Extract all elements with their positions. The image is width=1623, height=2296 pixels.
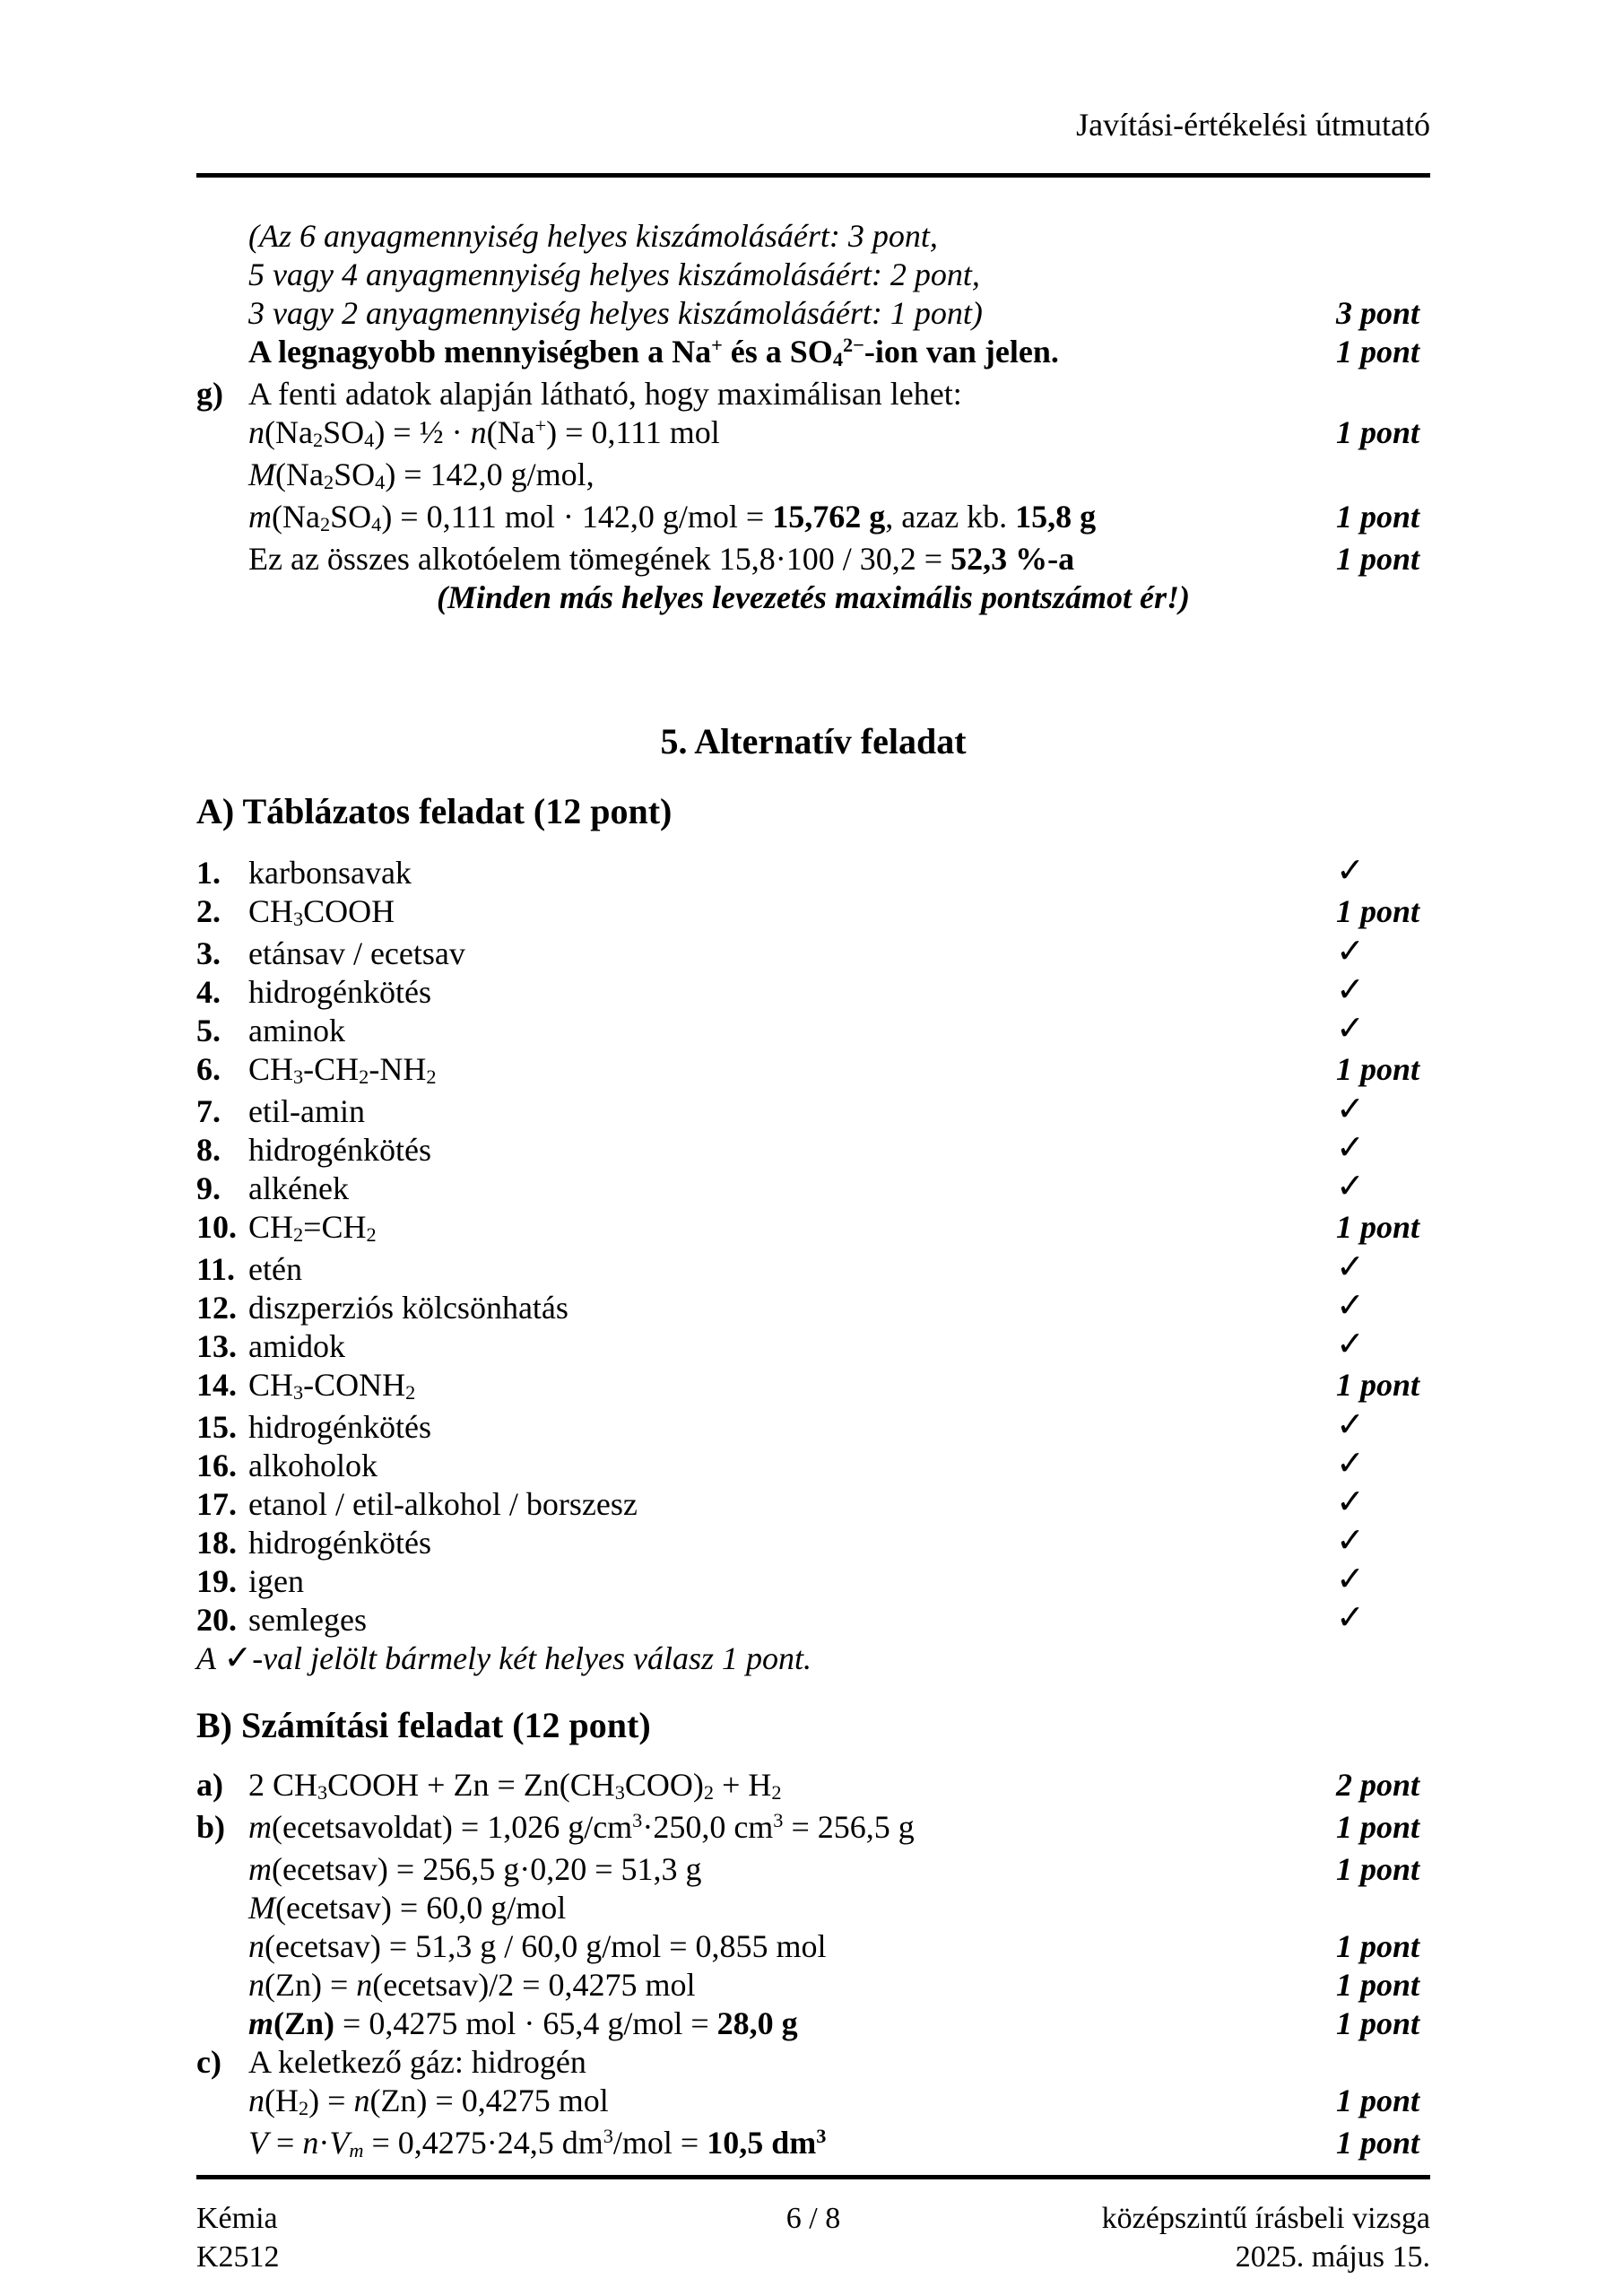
document-line bbox=[196, 375, 1430, 413]
line-content bbox=[248, 1170, 1430, 1208]
line-content bbox=[248, 973, 1430, 1012]
document-line bbox=[196, 1208, 1430, 1250]
line-content bbox=[248, 1050, 1430, 1092]
text-segment: (H bbox=[265, 2083, 299, 2118]
text-segment: /mol = bbox=[612, 2125, 707, 2161]
subscript-text: 2 bbox=[299, 2097, 309, 2120]
line-content bbox=[196, 1639, 1430, 1678]
line-content bbox=[248, 1966, 1430, 2005]
footer-subject: Kémia bbox=[196, 2202, 278, 2235]
text-segment: hidrogénkötés bbox=[248, 974, 431, 1010]
text-segment: n bbox=[248, 2083, 265, 2118]
text-segment: = 0,4275·24,5 dm bbox=[363, 2125, 603, 2161]
text-segment: = 0,4275 mol · 65,4 g/mol = bbox=[334, 2005, 717, 2041]
text-segment: A bbox=[196, 1640, 224, 1676]
checkmark-icon: ✓ bbox=[1336, 1326, 1365, 1363]
document-line bbox=[196, 540, 1430, 578]
text-segment: = bbox=[268, 2125, 303, 2161]
text-segment: M bbox=[248, 457, 275, 492]
section-g bbox=[196, 217, 1430, 617]
subscript-text: 2 bbox=[405, 1381, 416, 1405]
line-content bbox=[248, 413, 1430, 456]
points-label: 1 pont bbox=[1336, 334, 1420, 370]
superscript-text: 3 bbox=[603, 2124, 613, 2147]
text-segment: (Zn) = 0,4275 mol bbox=[369, 2083, 609, 2118]
text-segment: + H bbox=[714, 1767, 772, 1803]
line-content bbox=[248, 1447, 1430, 1485]
text-segment: ) = 0,111 mol · 142,0 g/mol = bbox=[381, 499, 773, 535]
line-content bbox=[248, 1889, 1430, 1927]
text-segment: (Minden más helyes levezetés maximális pontszámot ér!) bbox=[437, 579, 1190, 615]
superscript-text: 2− bbox=[842, 333, 864, 356]
superscript-text: + bbox=[534, 413, 547, 437]
text-segment: etén bbox=[248, 1251, 302, 1287]
document-line bbox=[196, 1408, 1430, 1447]
subscript-text: 2 bbox=[771, 1781, 782, 1805]
checkmark-icon: ✓ bbox=[1336, 1522, 1365, 1560]
text-segment: A keletkező gáz: hidrogén bbox=[248, 2044, 586, 2080]
text-segment: amidok bbox=[248, 1328, 345, 1364]
line-content bbox=[248, 1131, 1430, 1170]
document-line bbox=[196, 1092, 1430, 1131]
item-marker: 19. bbox=[196, 1563, 237, 1599]
points-label: 1 pont bbox=[1336, 541, 1420, 577]
text-segment: ) = 0,111 mol bbox=[546, 414, 720, 450]
line-content bbox=[248, 1808, 1430, 1850]
line-content bbox=[248, 217, 1430, 256]
footer-exam-type: középszintű írásbeli vizsga bbox=[1101, 2202, 1430, 2235]
line-content bbox=[248, 1012, 1430, 1050]
line-content bbox=[248, 1250, 1430, 1289]
text-segment: n bbox=[248, 1928, 265, 1964]
page-footer bbox=[196, 2199, 1430, 2276]
item-marker: 6. bbox=[196, 1051, 221, 1087]
part-a-answer-list bbox=[196, 854, 1430, 1639]
document-line bbox=[196, 1927, 1430, 1966]
text-segment: n bbox=[248, 414, 265, 450]
document-line bbox=[196, 1966, 1430, 2005]
subscript-text: 3 bbox=[293, 1381, 304, 1405]
line-content bbox=[248, 540, 1430, 578]
document-line bbox=[196, 1250, 1430, 1289]
item-marker: a) bbox=[196, 1767, 223, 1803]
text-segment: V bbox=[248, 2125, 268, 2161]
document-line bbox=[196, 1289, 1430, 1327]
page-header-title: Javítási-értékelési útmutató bbox=[1076, 107, 1430, 143]
document-line bbox=[196, 294, 1430, 333]
subscript-text: 2 bbox=[703, 1781, 715, 1805]
points-label: 1 pont bbox=[1336, 1809, 1420, 1845]
text-segment: (ecetsav)/2 = 0,4275 mol bbox=[372, 1967, 696, 2003]
text-segment: A legnagyobb mennyiségben a Na bbox=[248, 334, 712, 370]
line-content bbox=[248, 2124, 1430, 2166]
subscript-text: 4 bbox=[832, 348, 843, 371]
line-content bbox=[248, 1850, 1430, 1889]
text-segment: n bbox=[356, 1967, 373, 2003]
part-a-note bbox=[196, 1639, 1430, 1678]
document-line bbox=[196, 892, 1430, 935]
text-segment: A fenti adatok alapján látható, hogy maximálisan lehet: bbox=[248, 376, 962, 412]
line-content bbox=[248, 1408, 1430, 1447]
document-line bbox=[196, 1131, 1430, 1170]
checkmark-icon: ✓ bbox=[1336, 971, 1365, 1009]
document-line bbox=[196, 2082, 1430, 2124]
text-segment: n bbox=[302, 2125, 319, 2161]
document-line bbox=[196, 2005, 1430, 2043]
points-label: 2 pont bbox=[1336, 1767, 1420, 1803]
text-segment: (ecetsav) = 60,0 g/mol bbox=[275, 1890, 567, 1926]
document-line bbox=[196, 1327, 1430, 1366]
line-content bbox=[248, 333, 1430, 375]
text-segment: (Na bbox=[486, 414, 535, 450]
document-line bbox=[196, 1050, 1430, 1092]
checkmark-icon: ✓ bbox=[1336, 1091, 1365, 1128]
item-marker: 3. bbox=[196, 935, 221, 971]
points-label: 1 pont bbox=[1336, 2125, 1420, 2161]
document-line bbox=[196, 1601, 1430, 1639]
checkmark-icon: ✓ bbox=[1336, 1248, 1365, 1286]
item-marker: 1. bbox=[196, 855, 221, 891]
text-segment: hidrogénkötés bbox=[248, 1525, 431, 1561]
checkmark-icon: ✓ bbox=[1336, 1168, 1365, 1205]
text-segment: etánsav / ecetsav bbox=[248, 935, 465, 971]
points-label: 1 pont bbox=[1336, 2083, 1420, 2118]
text-segment: SO bbox=[330, 499, 372, 535]
document-line bbox=[196, 1850, 1430, 1889]
footer-exam-date: 2025. május 15. bbox=[1235, 2240, 1430, 2274]
text-segment: CH bbox=[248, 1367, 294, 1403]
text-segment: m bbox=[248, 499, 272, 535]
item-marker: 10. bbox=[196, 1209, 237, 1245]
item-marker: 15. bbox=[196, 1409, 237, 1445]
text-segment: hidrogénkötés bbox=[248, 1132, 431, 1168]
subscript-text: 2 bbox=[366, 1223, 377, 1247]
footer-rule bbox=[196, 2175, 1430, 2179]
superscript-text: 3 bbox=[816, 2124, 827, 2147]
document-line bbox=[196, 1639, 1430, 1678]
item-marker: 16. bbox=[196, 1448, 237, 1483]
line-content bbox=[248, 1208, 1430, 1250]
subscript-text: m bbox=[349, 2139, 364, 2162]
text-segment: 28,0 g bbox=[716, 2005, 798, 2041]
document-line bbox=[196, 973, 1430, 1012]
checkmark-icon: ✓ bbox=[1336, 1287, 1365, 1325]
line-content bbox=[248, 498, 1430, 540]
points-label: 1 pont bbox=[1336, 1209, 1420, 1245]
text-segment: -NH bbox=[369, 1051, 427, 1087]
points-label: 1 pont bbox=[1336, 1051, 1420, 1087]
text-segment: M bbox=[248, 1890, 275, 1926]
points-label: 1 pont bbox=[1336, 414, 1420, 450]
points-label: 1 pont bbox=[1336, 1851, 1420, 1887]
checkmark-icon: ✓ bbox=[1336, 852, 1365, 890]
item-marker: 5. bbox=[196, 1013, 221, 1048]
part-b-heading: B) Számítási feladat (12 pont) bbox=[196, 1705, 651, 1745]
item-marker: 8. bbox=[196, 1132, 221, 1168]
document-line bbox=[196, 333, 1430, 375]
text-segment: (Zn) = bbox=[265, 1967, 357, 2003]
document-line bbox=[196, 217, 1430, 256]
points-label: 1 pont bbox=[1336, 1367, 1420, 1403]
subscript-text: 3 bbox=[614, 1781, 625, 1805]
line-content bbox=[248, 854, 1430, 892]
text-segment: -CONH bbox=[303, 1367, 406, 1403]
text-segment: 3 vagy 2 anyagmennyiség helyes kiszámolásáért: 1 pont) bbox=[248, 295, 983, 331]
document-line bbox=[196, 1562, 1430, 1601]
text-segment: (ecetsav) = 256,5 g·0,20 = 51,3 g bbox=[272, 1851, 702, 1887]
text-segment: COO) bbox=[624, 1767, 704, 1803]
subscript-text: 3 bbox=[293, 908, 304, 931]
item-marker: 9. bbox=[196, 1170, 221, 1206]
text-segment: ) = 142,0 g/mol, bbox=[385, 457, 595, 492]
text-segment: m bbox=[248, 2005, 274, 2041]
line-content bbox=[248, 294, 1430, 333]
checkmark-icon: ✓ bbox=[1336, 1129, 1365, 1167]
line-content bbox=[248, 456, 1430, 498]
document-line bbox=[196, 2124, 1430, 2166]
superscript-text: 3 bbox=[773, 1808, 784, 1831]
item-marker: 2. bbox=[196, 893, 221, 929]
document-line bbox=[196, 456, 1430, 498]
item-marker: b) bbox=[196, 1809, 226, 1845]
checkmark-icon: ✓ bbox=[1336, 1406, 1365, 1444]
text-segment: n bbox=[248, 1967, 265, 2003]
text-segment: 15,8 g bbox=[1015, 499, 1097, 535]
text-segment: aminok bbox=[248, 1013, 345, 1048]
points-label: 1 pont bbox=[1336, 1967, 1420, 2003]
text-segment: SO bbox=[334, 457, 376, 492]
footer-exam-code: K2512 bbox=[196, 2240, 280, 2274]
line-content bbox=[248, 1366, 1430, 1408]
subscript-text: 2 bbox=[319, 513, 331, 536]
text-segment: semleges bbox=[248, 1602, 367, 1638]
points-label: 1 pont bbox=[1336, 2005, 1420, 2041]
text-segment: Ez az összes alkotóelem tömegének 15,8·100 / 30,2 = bbox=[248, 541, 951, 577]
subscript-text: 2 bbox=[293, 1223, 304, 1247]
text-segment: COOH + Zn = Zn(CH bbox=[327, 1767, 615, 1803]
document-line bbox=[196, 935, 1430, 973]
text-segment: , azaz kb. bbox=[885, 499, 1016, 535]
item-marker: 17. bbox=[196, 1486, 237, 1522]
text-segment: alkének bbox=[248, 1170, 349, 1206]
checkmark-icon: ✓ bbox=[1336, 1445, 1365, 1483]
text-segment: (ecetsavoldat) = 1,026 g/cm bbox=[272, 1809, 633, 1845]
line-content bbox=[248, 1327, 1430, 1366]
item-marker: 4. bbox=[196, 974, 221, 1010]
line-content bbox=[248, 2005, 1430, 2043]
text-segment: (ecetsav) = 51,3 g / 60,0 g/mol = 0,855 mol bbox=[265, 1928, 827, 1964]
checkmark-icon: ✓ bbox=[1336, 1010, 1365, 1048]
item-marker: 18. bbox=[196, 1525, 237, 1561]
text-segment: SO bbox=[323, 414, 365, 450]
part-a-heading: A) Táblázatos feladat (12 pont) bbox=[196, 791, 673, 831]
text-segment: 15,762 g bbox=[772, 499, 886, 535]
text-segment: 2 CH bbox=[248, 1767, 318, 1803]
item-marker: 11. bbox=[196, 1251, 236, 1287]
subscript-text: 2 bbox=[426, 1065, 437, 1089]
subscript-text: 2 bbox=[323, 471, 334, 494]
subscript-text: 2 bbox=[359, 1065, 369, 1089]
text-segment: · bbox=[318, 2125, 330, 2161]
text-segment: (Na bbox=[272, 499, 320, 535]
subscript-text: 4 bbox=[364, 429, 375, 452]
text-segment: (Na bbox=[265, 414, 313, 450]
document-line bbox=[196, 1012, 1430, 1050]
line-content bbox=[248, 1927, 1430, 1966]
text-segment: (Na bbox=[275, 457, 324, 492]
item-marker: c) bbox=[196, 2044, 221, 2080]
text-segment: COOH bbox=[303, 893, 395, 929]
line-content bbox=[248, 1766, 1430, 1808]
checkmark-icon: ✓ bbox=[1336, 1561, 1365, 1598]
text-segment: ·250,0 cm bbox=[642, 1809, 774, 1845]
text-segment: m bbox=[248, 1851, 272, 1887]
text-segment: n bbox=[470, 414, 487, 450]
item-marker: 14. bbox=[196, 1367, 237, 1403]
line-content bbox=[248, 1289, 1430, 1327]
line-content bbox=[248, 935, 1430, 973]
points-label: 1 pont bbox=[1336, 893, 1420, 929]
checkmark-icon: ✓ bbox=[1336, 933, 1365, 970]
footer-line-1 bbox=[196, 2199, 1430, 2238]
item-marker: 13. bbox=[196, 1328, 237, 1364]
document-line bbox=[196, 1766, 1430, 1808]
document-line bbox=[196, 854, 1430, 892]
header-rule bbox=[196, 173, 1430, 178]
checkmark-icon: ✓ bbox=[1336, 1483, 1365, 1521]
text-segment: -val jelölt bármely két helyes válasz 1 pont. bbox=[252, 1640, 812, 1676]
points-label: 1 pont bbox=[1336, 499, 1420, 535]
checkmark-icon: ✓ bbox=[1336, 1599, 1365, 1637]
subscript-text: 3 bbox=[317, 1781, 328, 1805]
text-segment: -CH bbox=[303, 1051, 360, 1087]
text-segment: ) = bbox=[308, 2083, 354, 2118]
document-line bbox=[196, 1808, 1430, 1850]
text-segment: és a SO bbox=[722, 334, 833, 370]
subscript-text: 3 bbox=[293, 1065, 304, 1089]
text-segment: etanol / etil-alkohol / borszesz bbox=[248, 1486, 638, 1522]
text-segment: 10,5 dm bbox=[707, 2125, 817, 2161]
subscript-text: 4 bbox=[375, 471, 386, 494]
superscript-text: 3 bbox=[632, 1808, 643, 1831]
line-content bbox=[437, 579, 1190, 615]
points-label: 1 pont bbox=[1336, 1928, 1420, 1964]
text-segment: diszperziós kölcsönhatás bbox=[248, 1290, 568, 1326]
line-content bbox=[248, 892, 1430, 935]
line-content bbox=[248, 1524, 1430, 1562]
document-line bbox=[196, 1889, 1430, 1927]
text-segment: ) = ½ · bbox=[374, 414, 471, 450]
text-segment: alkoholok bbox=[248, 1448, 378, 1483]
document-line bbox=[196, 1366, 1430, 1408]
footer-page-number: 6 / 8 bbox=[785, 2202, 841, 2235]
document-line bbox=[196, 498, 1430, 540]
text-segment: 5 vagy 4 anyagmennyiség helyes kiszámolásáért: 2 pont, bbox=[248, 257, 980, 292]
text-segment: = 256,5 g bbox=[783, 1809, 915, 1845]
document-line bbox=[196, 1447, 1430, 1485]
item-marker: 20. bbox=[196, 1602, 237, 1638]
line-content bbox=[248, 1562, 1430, 1601]
item-marker: g) bbox=[196, 376, 223, 412]
document-line bbox=[196, 1524, 1430, 1562]
subscript-text: 2 bbox=[312, 429, 324, 452]
item-marker: 12. bbox=[196, 1290, 237, 1326]
text-segment: V bbox=[329, 2125, 350, 2161]
document-line bbox=[196, 1485, 1430, 1524]
superscript-text: + bbox=[711, 333, 723, 356]
text-segment: CH bbox=[248, 1209, 294, 1245]
line-content bbox=[248, 375, 1430, 413]
text-segment: CH bbox=[248, 893, 294, 929]
footer-line-2 bbox=[196, 2238, 1430, 2276]
text-segment: (Zn) bbox=[273, 2005, 335, 2041]
text-segment: =CH bbox=[303, 1209, 367, 1245]
part-b-solution bbox=[196, 1766, 1430, 2166]
document-line bbox=[196, 1170, 1430, 1208]
text-segment: CH bbox=[248, 1051, 294, 1087]
text-segment: 52,3 %-a bbox=[950, 541, 1075, 577]
line-content bbox=[248, 2043, 1430, 2082]
text-segment: etil-amin bbox=[248, 1093, 365, 1129]
line-content bbox=[248, 256, 1430, 294]
line-content bbox=[248, 2082, 1430, 2124]
text-segment: (Az 6 anyagmennyiség helyes kiszámolásáért: 3 pont, bbox=[248, 218, 938, 254]
checkmark-icon: ✓ bbox=[223, 1639, 253, 1677]
document-line bbox=[196, 256, 1430, 294]
subscript-text: 4 bbox=[371, 513, 382, 536]
text-segment: n bbox=[353, 2083, 370, 2118]
document-line bbox=[196, 2043, 1430, 2082]
line-content bbox=[248, 1485, 1430, 1524]
text-segment: karbonsavak bbox=[248, 855, 412, 891]
points-label: 3 pont bbox=[1336, 295, 1420, 331]
text-segment: -ion van jelen. bbox=[864, 334, 1059, 370]
task5-heading: 5. Alternatív feladat bbox=[660, 721, 967, 761]
document-line bbox=[196, 578, 1430, 617]
line-content bbox=[248, 1092, 1430, 1131]
line-content bbox=[248, 1601, 1430, 1639]
document-line bbox=[196, 413, 1430, 456]
text-segment: igen bbox=[248, 1563, 304, 1599]
item-marker: 7. bbox=[196, 1093, 221, 1129]
text-segment: hidrogénkötés bbox=[248, 1409, 431, 1445]
text-segment: m bbox=[248, 1809, 272, 1845]
